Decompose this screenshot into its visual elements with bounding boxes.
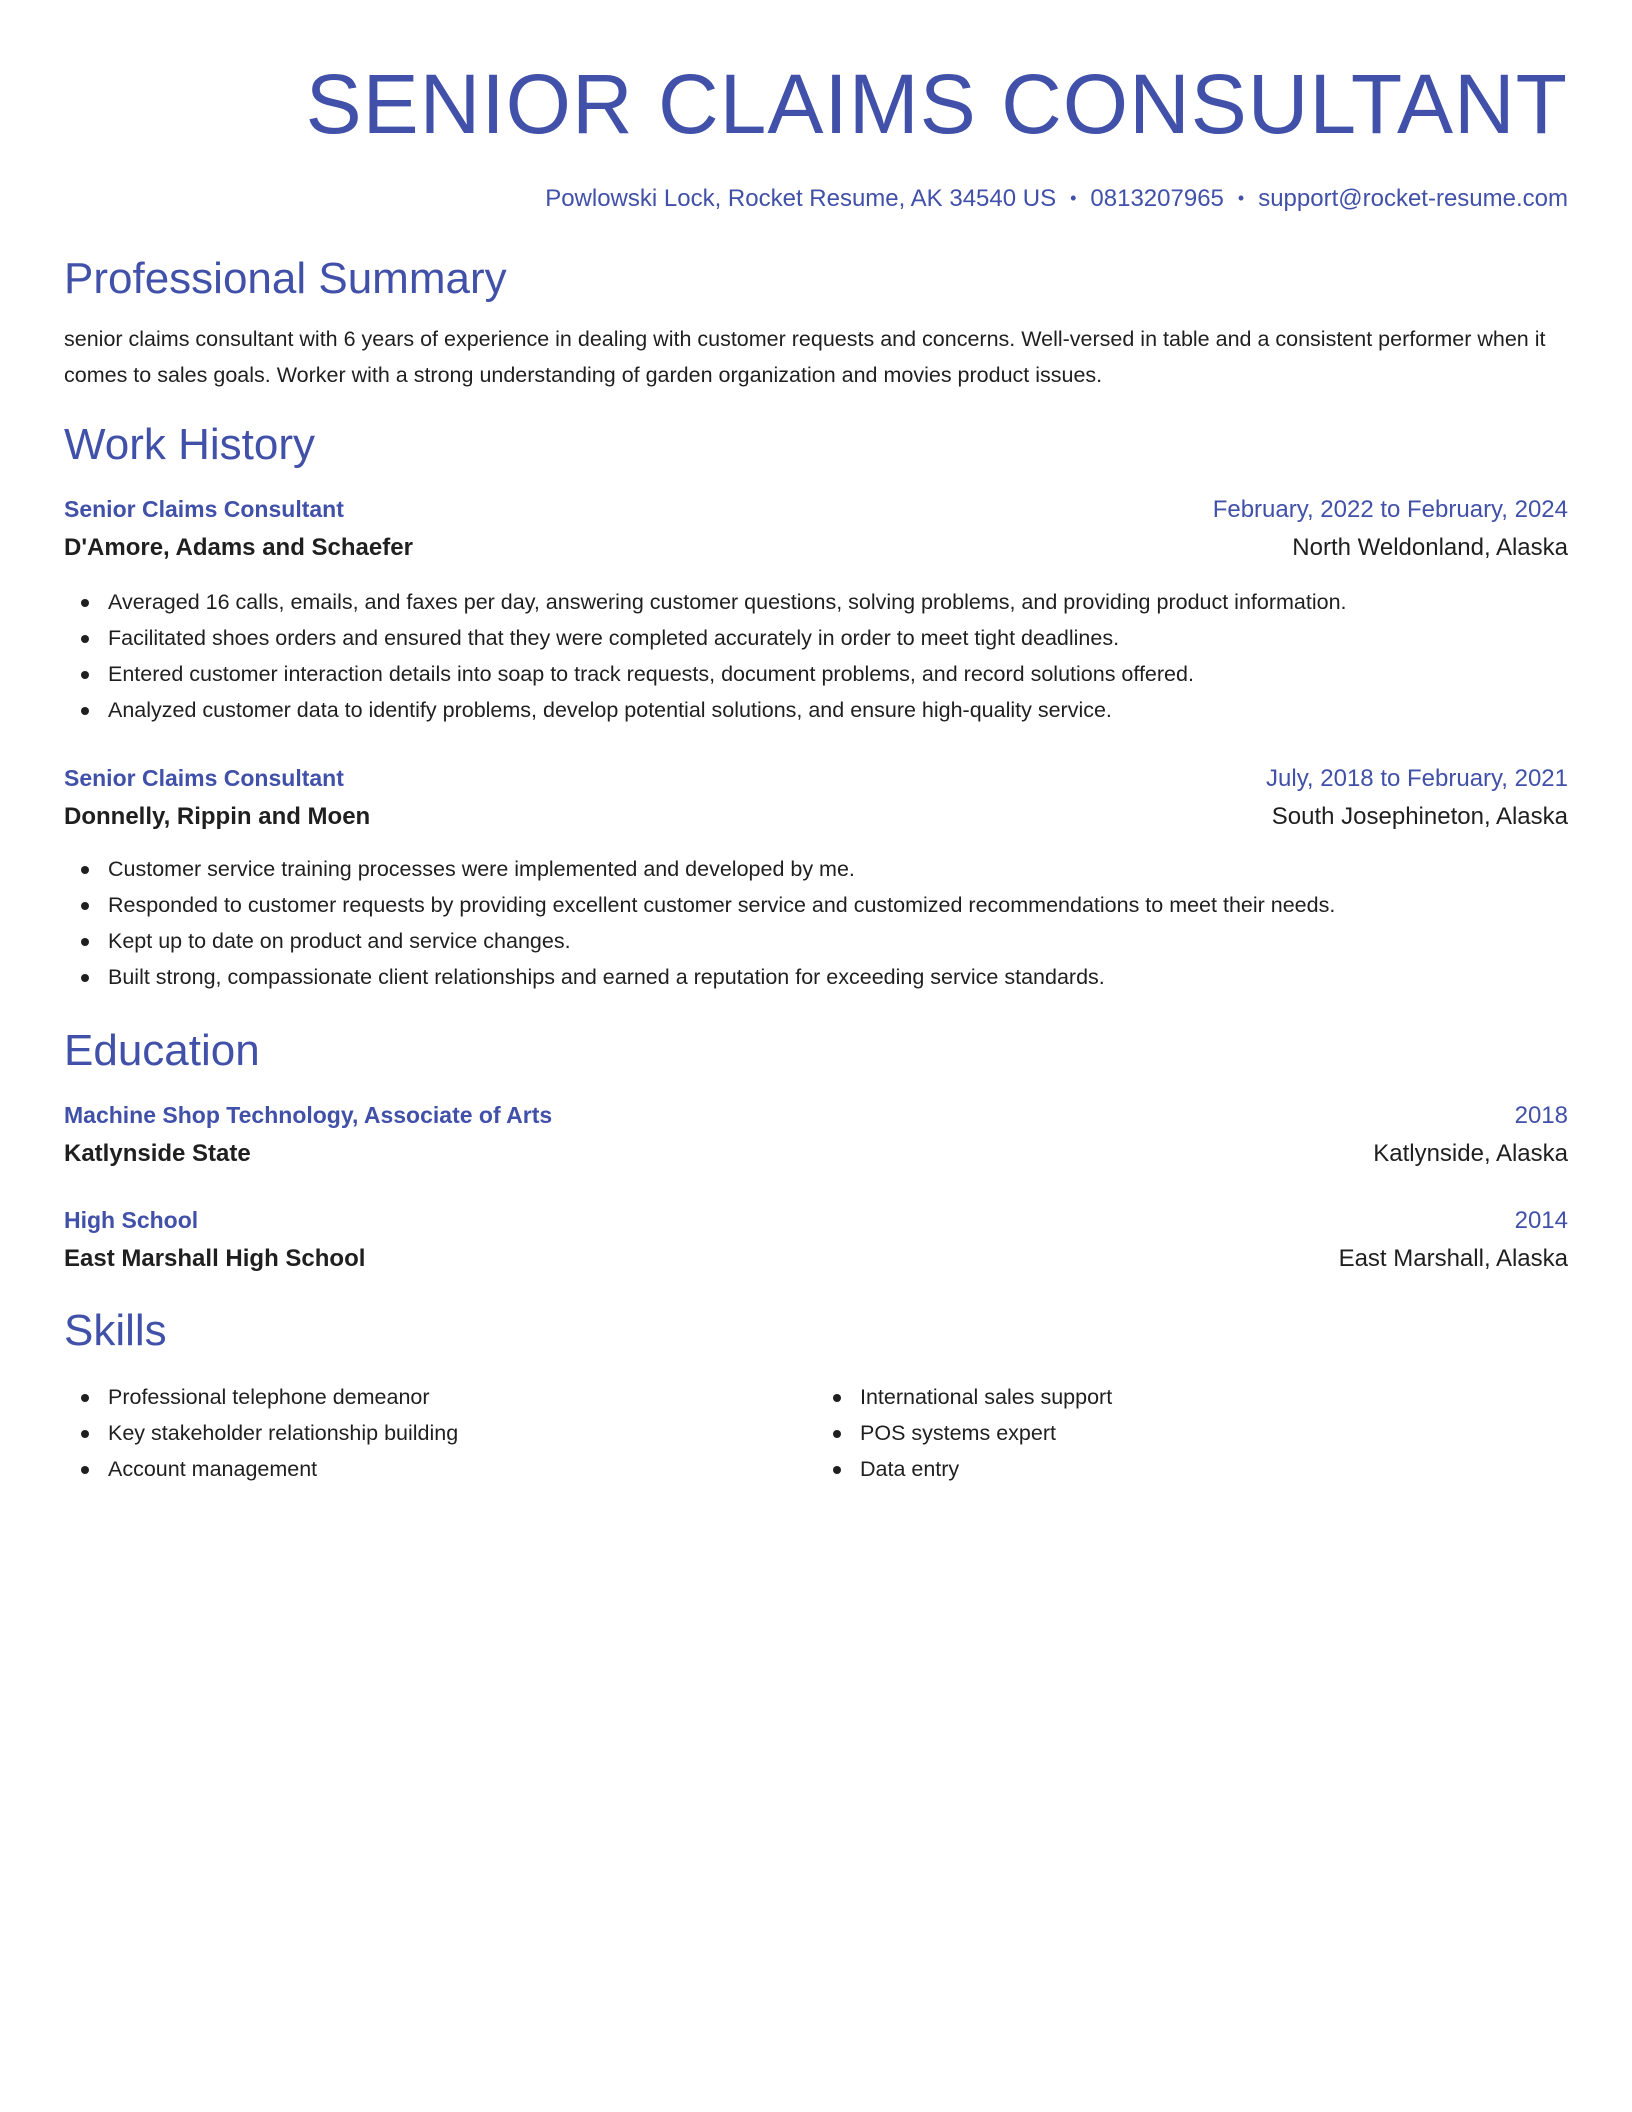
candidate-title: SENIOR CLAIMS CONSULTANT [305, 57, 1568, 151]
resume-header [64, 56, 1568, 215]
summary-section [64, 253, 1568, 393]
skill-item: International sales support [816, 1379, 1568, 1415]
job-bullet-list [64, 851, 1568, 995]
job-bullet: Analyzed customer data to identify problems, develop potential solutions, and ensure high-quality service. [64, 692, 1568, 728]
education-location: East Marshall, Alaska [1338, 1245, 1568, 1272]
contact-separator: • [1237, 188, 1245, 208]
job-bullet: Customer service training processes were implemented and developed by me. [64, 851, 1568, 887]
job-bullet: Built strong, compassionate client relationships and earned a reputation for exceeding service standards. [64, 959, 1568, 995]
skills-list-right [816, 1379, 1568, 1487]
section-title-work-history: Work History [64, 420, 315, 469]
skill-item: Key stakeholder relationship building [64, 1415, 816, 1451]
job-role: Senior Claims Consultant [64, 765, 344, 791]
job-role: Senior Claims Consultant [64, 496, 344, 522]
skill-item: Data entry [816, 1451, 1568, 1487]
skills-grid [64, 1379, 1568, 1487]
job-bullet: Averaged 16 calls, emails, and faxes per day, answering customer questions, solving problems, and providing product information. [64, 584, 1568, 620]
job-dates: February, 2022 to February, 2024 [1212, 496, 1568, 523]
education-year: 2018 [1514, 1102, 1568, 1129]
skill-item: Account management [64, 1451, 816, 1487]
job-entry [64, 493, 1568, 728]
job-location: South Josephineton, Alaska [1271, 803, 1568, 830]
job-bullet-list [64, 584, 1568, 728]
skills-list-left [64, 1379, 816, 1487]
work-history-section [64, 419, 1568, 995]
summary-text: senior claims consultant with 6 years of experience in dealing with customer requests and concerns. Well-versed in table and a consistent performer when it comes to sales goals. Worker with a strong understanding of garden organization and movies product issues. [64, 327, 1546, 387]
job-location: North Weldonland, Alaska [1292, 534, 1568, 561]
section-title-education: Education [64, 1026, 260, 1075]
job-bullet: Responded to customer requests by providing excellent customer service and customized recommendations to meet their needs. [64, 887, 1568, 923]
job-bullet: Entered customer interaction details into soap to track requests, document problems, and record solutions offered. [64, 656, 1568, 692]
education-degree: High School [64, 1207, 199, 1233]
education-entry [64, 1204, 1568, 1275]
job-company: D'Amore, Adams and Schaefer [64, 534, 413, 561]
contact-address: Powlowski Lock, Rocket Resume, AK 34540 US [545, 185, 1057, 212]
education-year: 2014 [1514, 1207, 1568, 1234]
job-bullet: Facilitated shoes orders and ensured that they were completed accurately in order to meet tight deadlines. [64, 620, 1568, 656]
contact-separator: • [1070, 188, 1077, 208]
job-company: Donnelly, Rippin and Moen [64, 803, 371, 830]
education-location: Katlynside, Alaska [1373, 1140, 1568, 1167]
skill-item: Professional telephone demeanor [64, 1379, 816, 1415]
education-school: East Marshall High School [64, 1245, 366, 1272]
contact-line [64, 182, 1568, 215]
section-title-skills: Skills [64, 1306, 167, 1355]
contact-email[interactable]: support@rocket-resume.com [1258, 185, 1568, 212]
education-section [64, 1025, 1568, 1275]
education-degree: Machine Shop Technology, Associate of Arts [64, 1102, 553, 1128]
skills-section [64, 1305, 1568, 1487]
education-school: Katlynside State [64, 1140, 251, 1167]
job-dates: July, 2018 to February, 2021 [1266, 765, 1568, 792]
contact-phone: 0813207965 [1090, 185, 1224, 212]
education-entry [64, 1099, 1568, 1170]
job-bullet: Kept up to date on product and service changes. [64, 923, 1568, 959]
skill-item: POS systems expert [816, 1415, 1568, 1451]
section-title-summary: Professional Summary [64, 254, 507, 303]
job-entry [64, 762, 1568, 995]
